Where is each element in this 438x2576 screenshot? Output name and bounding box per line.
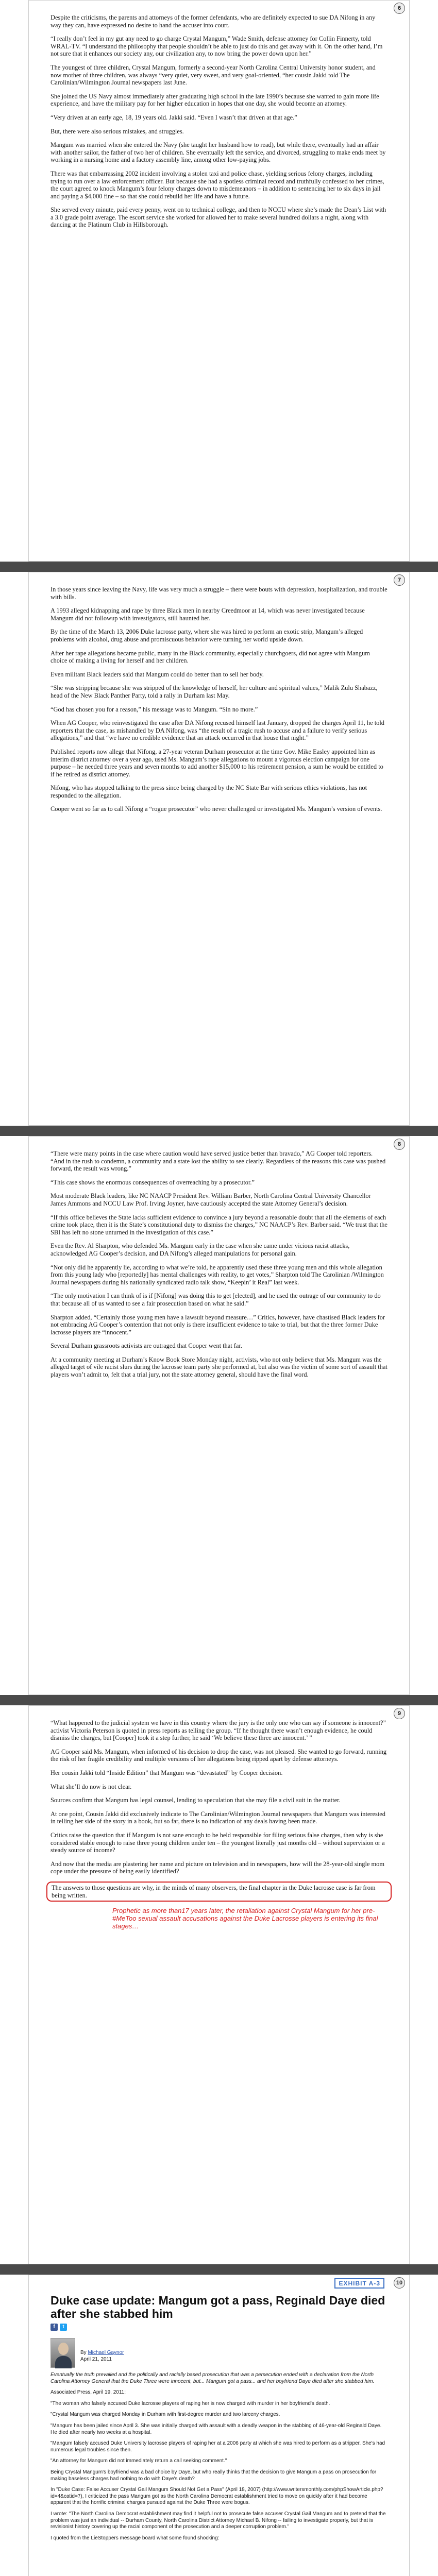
paragraph: “She was stripping because she was stripped of the knowledge of herself, her culture and spiritual values,” Malik Zulu Shabazz, head of the New Black Panther Party, told a rally in Durham last May.: [50, 684, 378, 699]
paragraph: Several Durham grassroots activists are outraged that Cooper went that far.: [50, 1342, 242, 1350]
author-link[interactable]: Michael Gaynor: [88, 2350, 124, 2355]
paragraph: Eventually the truth prevailed and the politically and racially based prosecution that was a persecution ended with a declaration from the North Carolina Attorney General that the Duke Three were innocent, but... Mangum got a pass... and her boyfriend Daye died after she stabbed him.: [50, 2372, 375, 2384]
paragraph: Nifong, who has stopped talking to the press since being charged by the NC State Bar with serious ethics violations, has not responded to the allegation.: [50, 784, 367, 799]
highlighted-passage: [46, 1882, 392, 1902]
share-buttons: [50, 2324, 388, 2331]
paragraph: Sources confirm that Mangum has legal counsel, lending to speculation that she may file a civil suit in the matter.: [50, 1797, 341, 1804]
page-number: 7: [394, 574, 405, 586]
paragraph: There was that embarrassing 2002 incident involving a stolen taxi and police chase, yielding serious felony charges, including trying to run over a law enforcement officer. But because she had a spotless criminal record and truthfully confessed to her crimes, the court agreed to knock Mangum’s four felony charges down to misdemeanors – in addition to sentencing her to six days in jail and paying a $4,000 fine – so that she could rebuild her life and have a future.: [50, 170, 384, 200]
page-number: 6: [394, 3, 405, 14]
paragraph: “There were many points in the case where caution would have served justice better than bravado,” AG Cooper told reporters. “And in the rush to condemn, a community and a state lost the ability to see clearly. Regardless of the reasons this case was pushed forward, the result was wrong.”: [50, 1150, 386, 1173]
page-body: [50, 586, 388, 813]
paragraph: I quoted from the LieStoppers message board what some found shocking:: [50, 2535, 220, 2541]
page-number: 10: [394, 2277, 405, 2289]
article-headline: Duke case update: Mangum got a pass, Reginald Daye died after she stabbed him: [50, 2294, 385, 2320]
article-body: [50, 2372, 388, 2541]
exhibit-stamp: EXHIBIT A-3: [334, 2278, 384, 2289]
facebook-icon[interactable]: f: [50, 2324, 58, 2331]
paragraph: "The woman who falsely accused Duke lacrosse players of raping her is now charged with murder in her boyfriend's death.: [50, 2400, 330, 2406]
paragraph: The youngest of three children, Crystal Mangum, formerly a second-year North Carolina Central University honor student, and now mother of three children, was always “very quiet, very sweet, and very goal-oriented, “her cousin Jakki told The Carolinian/Wilmington Journal newspapers last June.: [50, 63, 376, 87]
paragraph: “This case shows the enormous consequences of overreaching by a prosecutor.”: [50, 1178, 255, 1186]
paragraph: Despite the criticisms, the parents and attorneys of the former defendants, who are definitely expected to sue DA Nifong in any way they can, have expressed no desire to hand the accuser into court.: [50, 14, 376, 29]
paragraph: “Not only did he apparently lie, according to what we’re told, he apparently used these three young men and this whole allegation from this young lady who [reportedly] has mental challenges with reality, to get votes,” Sharpton told The Carolinian /Wilmington Journal newspapers during his nationally syndicated radio talk show, “Keepin’ it Real” last week.: [50, 1263, 384, 1286]
highlighted-paragraph: The answers to those questions are why, in the minds of many observers, the final chapter in the Duke lacrosse case is far from being written.: [52, 1884, 376, 1899]
page-body: [50, 1719, 388, 1930]
page-gap: [0, 1126, 438, 1136]
paragraph: Being Crystal Mangum's boyfriend was a bad choice by Daye, but who really thinks that the decision to give Mangum a pass on prosecution for making baseless charges had nothing to do with Daye's death?: [50, 2469, 377, 2482]
paragraph: Most moderate Black leaders, like NC NAACP President Rev. William Barber, North Carolina Central University Chancellor James Ammons and NCCU Law Prof. Irving Joyner, have cautiously accepted the state Attorney General’s decision.: [50, 1192, 371, 1207]
paragraph: “Very driven at an early age, 18, 19 years old. Jakki said. “Even I wasn’t that driven at that age.”: [50, 113, 297, 121]
paragraph: Even militant Black leaders said that Mangum could do better than to sell her body.: [50, 670, 264, 678]
paragraph: Cooper went so far as to call Nifong a “rogue prosecutor” who never challenged or investigated Ms. Mangum’s version of events.: [50, 805, 382, 813]
author-photo: [50, 2338, 75, 2368]
paragraph: But, there were also serious mistakes, and struggles.: [50, 127, 184, 135]
paragraph: “God has chosen you for a reason,” his message was to Mangum. “Sin no more.”: [50, 705, 258, 713]
paragraph: And now that the media are plastering her name and picture on television and in newspapers, how will the 28-year-old single mom cope under the pressure of being easily identified?: [50, 1860, 385, 1875]
paragraph: I wrote: "The North Carolina Democrat establishment may find it helpful not to prosecute false accuser Crystal Gail Mangum and to pretend that the problem was just an individual -- Durham County, North Carolina District Attorney Michael B. Nifong -- failing to investigate properly, but that is revisionist history covering up the racial component of the prosecution and a deeper corruption problem.": [50, 2511, 386, 2530]
paragraph: In "Duke Case: False Accuser Crystal Gail Mangum Should Not Get a Pass" (April 18, 2007) (http://www.writersmonthly.com/phpShowArticle.php?id=4&catid=7), I criticized the pass Mangum got as the North Carolina Democrat establishment tried to move on quickly after it had become apparent that the horrific criminal charges pursued against the Duke Three were bogus.: [50, 2487, 383, 2506]
red-annotation: Prophetic as more than17 years later, the retaliation against Crystal Mangum for her pre-#MeToo sexual assault accusations against the Duke Lacrosse players is entering its final stages…: [112, 1907, 378, 1930]
paragraph: "Mangum has been jailed since April 3. She was initially charged with assault with a deadly weapon in the stabbing of 46-year-old Reginald Daye. He died after nearly two weeks at a hospital.: [50, 2422, 382, 2435]
page-gap: [0, 562, 438, 572]
paragraph: What she’ll do now is not clear.: [50, 1783, 132, 1790]
paragraph: "Mangum falsely accused Duke University lacrosse players of raping her at a 2006 party at which she was hired to perform as a stripper. She's had numerous legal troubles since then.: [50, 2441, 385, 2453]
paragraph: A 1993 alleged kidnapping and rape by three Black men in nearby Creedmoor at 14, which was never investigated because Mangum did not followup with investigators, still haunted her.: [50, 607, 365, 622]
page-number: 9: [394, 1708, 405, 1719]
paragraph: At a community meeting at Durham’s Know Book Store Monday night, activists, who not only believe that Ms. Mangum was the alleged target of vile racist slurs during the lacrosse team party she performed at, but also was the victim of some sort of assault that players won’t admit to, felt that a trial jury, not the state attorney general, should have the final word.: [50, 1355, 388, 1379]
paragraph: By the time of the March 13, 2006 Duke lacrosse party, where she was hired to perform an exotic strip, Mangum’s alleged problems with alcohol, drug abuse and promiscuous behavior were turning her world upside down.: [50, 628, 363, 643]
paragraph: She served every minute, paid every penny, went on to technical college, and then to NCCU where she’s made the Dean’s List with a 3.0 grade point average. The escort service she worked for allowed her to make several hundred dollars a night, along with dancing at the Platinum Club in Hillsborough.: [50, 206, 386, 229]
document-page: [28, 1136, 410, 1695]
document-page: [28, 1705, 410, 2264]
paragraph: "Crystal Mangum was charged Monday in Durham with first-degree murder and two larceny charges.: [50, 2412, 280, 2418]
paragraph: Associated Press, April 19, 2011:: [50, 2389, 126, 2396]
byline-prefix: By: [80, 2350, 87, 2355]
paragraph: "An attorney for Mangum did not immediately return a call seeking comment.": [50, 2458, 227, 2464]
paragraph: She joined the US Navy almost immediately after graduating high school in the late 1990’s because she wanted to gain more life experience, and have the military pay for her higher education in hopes that one day, she would become an attorney.: [50, 92, 379, 108]
paragraph: Even the Rev. Al Sharpton, who defended Ms. Mangum early in the case when she came under vicious racist attacks, acknowledged AG Cooper’s decision, and DA Nifong’s alleged manipulations for personal gain.: [50, 1242, 350, 1257]
paragraph: AG Cooper said Ms. Mangum, when informed of his decision to drop the case, was not pleased. She wanted to go forward, running the risk of her fragile credibility and multiple versions of her allegations being ripped apart by defense attorneys.: [50, 1748, 387, 1763]
paragraph: Mangum was married when she entered the Navy (she taught her husband how to read), but while there, eventually had an affair with another sailor, the father of two her of children. She eventually left the service, and divorced, struggling to make ends meet by working in a nursing home and a factory assembly line, among other low-paying jobs.: [50, 141, 386, 164]
document-page: [28, 0, 410, 562]
paragraph: Sharpton added, “Certainly those young men have a lawsuit beyond measure…” Critics, however, have chastised Black leaders for not embracing AG Cooper’s contention that not only is there insufficient evidence to take to trial, but that the three former Duke lacrosse players are “innocent.”: [50, 1313, 385, 1336]
article-date: April 21, 2011: [80, 2357, 112, 2362]
paragraph: At one point, Cousin Jakki did exclusively indicate to The Carolinian/Wilmington Journal newspapers that Mangum was interested in telling her side of the story in a book, but so far, there is no indication of any deals having been made.: [50, 1810, 386, 1825]
page-body: [50, 14, 388, 229]
twitter-icon[interactable]: t: [60, 2324, 67, 2331]
page-gap: [0, 1695, 438, 1705]
document-page: [28, 2275, 410, 2576]
paragraph: “What happened to the judicial system we have in this country where the jury is the only one who can say if someone is innocent?” activist Victoria Peterson is quoted in press reports as telling the group. “If he thought there wasn’t enough evidence, he could dismiss the charges, but [Cooper] took it a step further, he said ‘We believe these three are innocent.’ ”: [50, 1719, 386, 1742]
paragraph: Her cousin Jakki told “Inside Edition” that Mangum was “devastated” by Cooper decision.: [50, 1769, 283, 1776]
document-page: [28, 572, 410, 1126]
byline: [80, 2338, 124, 2368]
page-number: 8: [394, 1139, 405, 1150]
paragraph: “If this office believes the State lacks sufficient evidence to convince a jury beyond a reasonable doubt that all the elements of each crime took place, then it is the State’s constitutional duty to dismiss the charges,” NC NAACP’s Rev. Barber said. “We trust that the SBI has left no stone unturned in the investigation of this case.”: [50, 1213, 388, 1236]
paragraph: When AG Cooper, who reinvestigated the case after DA Nifong recused himself last January, dropped the charges April 11, he told reporters that the case, as mishandled by DA Nifong, was “the result of a tragic rush to accuse and a failure to verify serious allegations,” and that “we have no credible evidence that an attack occurred in that house that night.”: [50, 719, 384, 742]
paragraph: After her rape allegations became public, many in the Black community, especially churchgoers, did not agree with Mangum choice of making a living for herself and her children.: [50, 649, 370, 665]
author-box: [50, 2338, 388, 2368]
paragraph: “The only motivation I can think of is if [Nifong] was doing this to get [elected], and he used the outrage of our community to do that because all of us wanted to see a fair prosecution based on what he said.”: [50, 1292, 381, 1307]
paragraph: In those years since leaving the Navy, life was very much a struggle – there were bouts with depression, hospitalization, and trouble with bills.: [50, 586, 388, 601]
page-body: [50, 1150, 388, 1379]
paragraph: Critics raise the question that if Mangum is not sane enough to be held responsible for filing serious false charges, then why is she considered stable enough to raise three young children under ten – the youngest literally just months old – without supervision or a steady source of income?: [50, 1831, 385, 1854]
page-gap: [0, 2264, 438, 2275]
paragraph: “I really don’t feel in my gut any need to go charge Crystal Mangum,” Wade Smith, defense attorney for Collin Finnerty, told WRAL-TV. “I understand the philosophy that people shouldn’t be able to just do this and get away with it. On the other hand, I’m not sure that it enhances our society any, our civilization any, to now bring the power down upon her.”: [50, 35, 383, 58]
paragraph: Published reports now allege that Nifong, a 27-year veteran Durham prosecutor at the time Gov. Mike Easley appointed him as interim district attorney over a year ago, used Ms. Mangum’s rape allegations to mount a vigorous election campaign for one purpose – he needed three years and seven months to add another $15,000 to his retirement pension, a sum he would be entitled to if he retired as district attorney.: [50, 748, 383, 778]
